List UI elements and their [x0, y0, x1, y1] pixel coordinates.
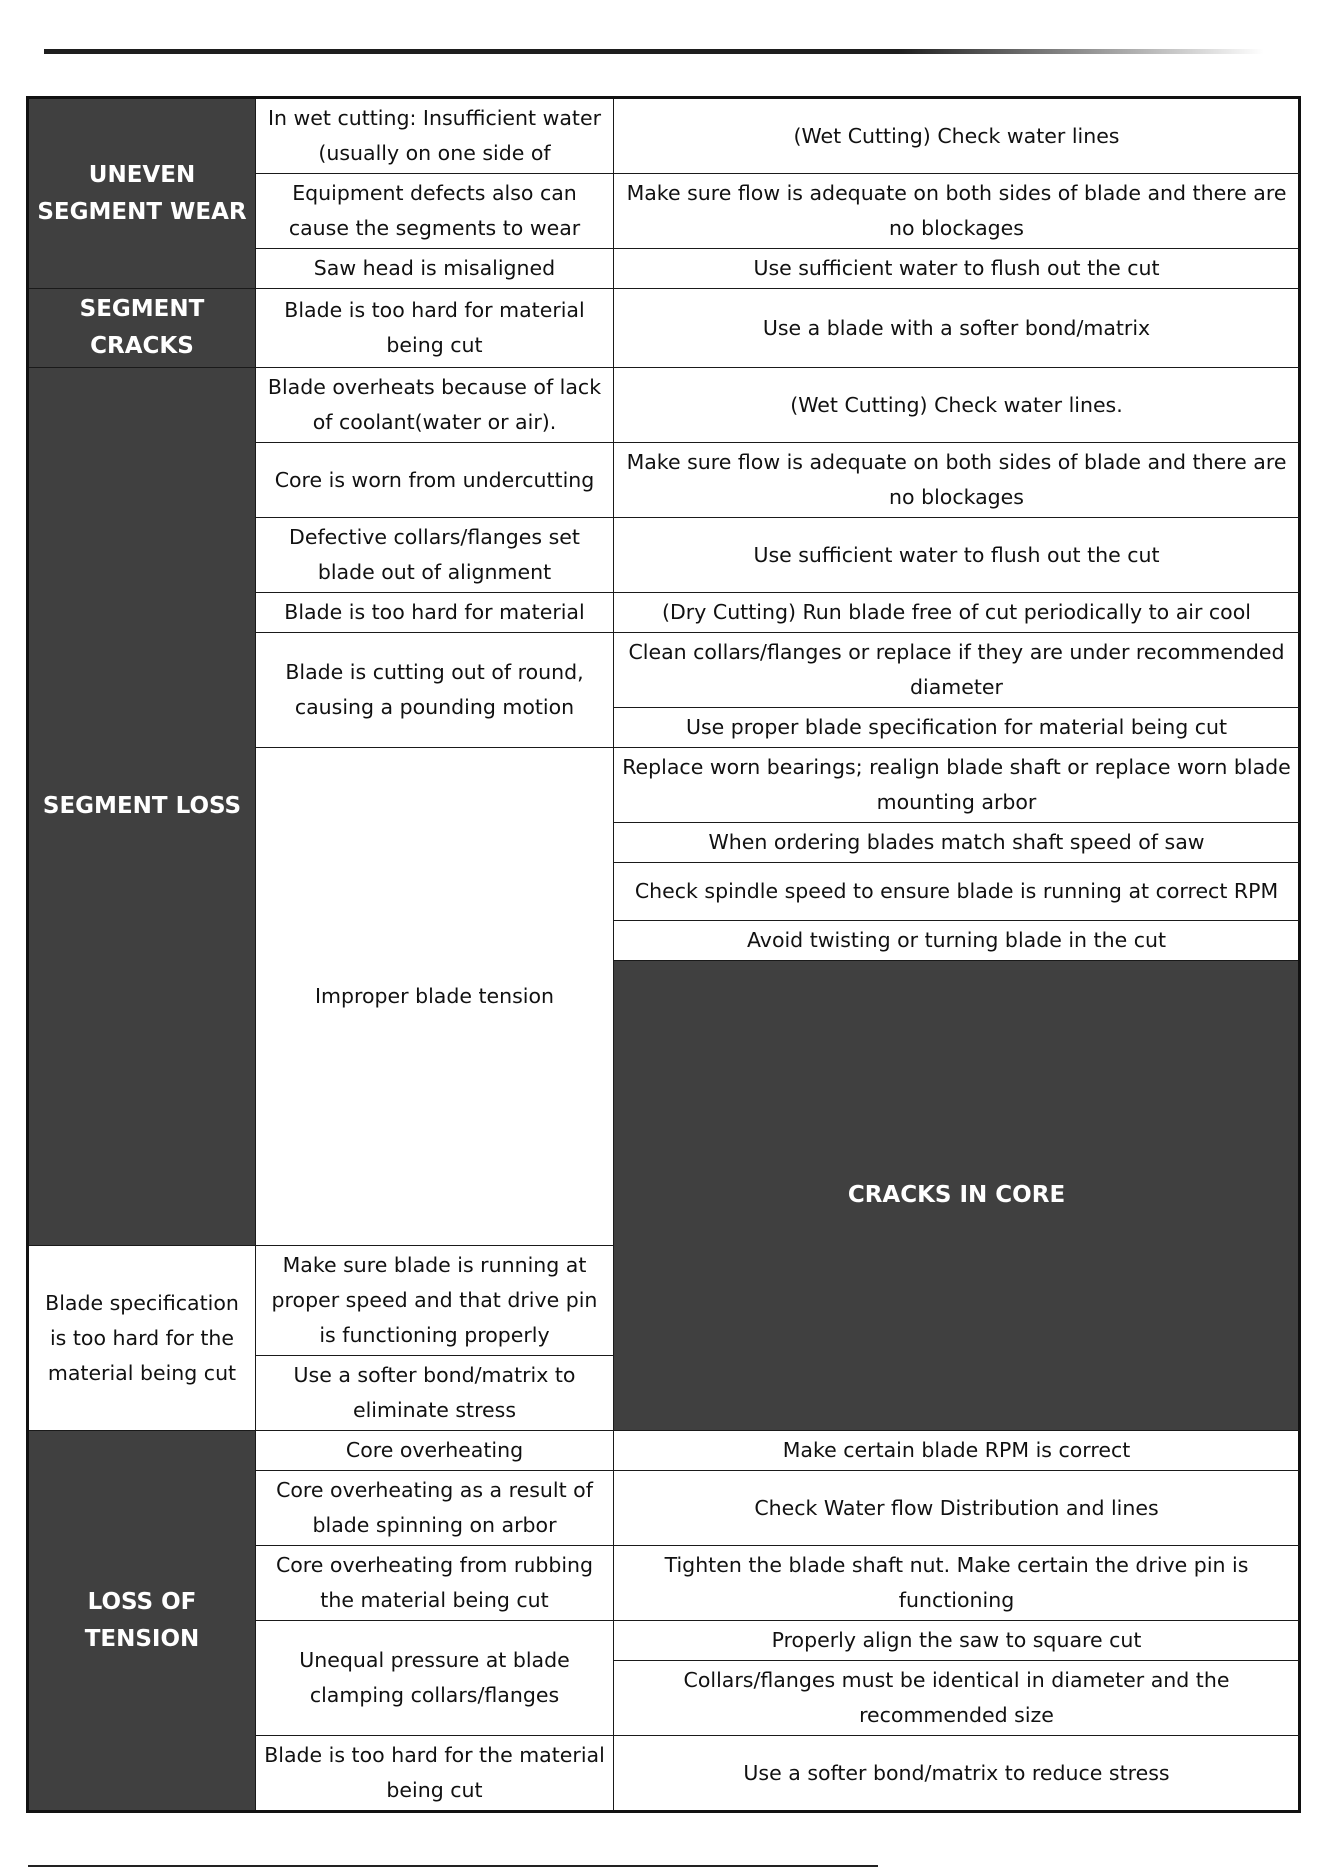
cause-cell: Core overheating from rubbing the material being cut — [256, 1546, 614, 1621]
solution-cell: Make sure blade is running at proper speed and that drive pin is functioning properly — [256, 1246, 614, 1356]
footer-rule — [28, 1865, 878, 1867]
solution-cell: Use a softer bond/matrix to eliminate stress — [256, 1356, 614, 1431]
table-row — [28, 98, 1300, 174]
category-cell: CRACKS IN CORE — [614, 961, 1300, 1431]
solution-cell: Replace worn bearings; realign blade shaft or replace worn blade mounting arbor — [614, 748, 1300, 823]
cause-cell: Blade is too hard for material being cut — [256, 289, 614, 368]
solution-cell: Tighten the blade shaft nut. Make certain the drive pin is functioning — [614, 1546, 1300, 1621]
cause-cell: Blade is too hard for material — [256, 593, 614, 633]
solution-cell: Use sufficient water to flush out the cut — [614, 518, 1300, 593]
solution-cell: Make sure flow is adequate on both sides of blade and there are no blockages — [614, 174, 1300, 249]
table-row — [28, 1431, 1300, 1471]
solution-cell: Avoid twisting or turning blade in the cut — [614, 921, 1300, 961]
header-rule — [44, 49, 1264, 54]
cause-cell: Defective collars/flanges set blade out of alignment — [256, 518, 614, 593]
solution-cell: Check spindle speed to ensure blade is running at correct RPM — [614, 863, 1300, 921]
solution-cell: Clean collars/flanges or replace if they are under recommended diameter — [614, 633, 1300, 708]
cause-cell: Saw head is misaligned — [256, 249, 614, 289]
solution-cell: Use sufficient water to flush out the cut — [614, 249, 1300, 289]
solution-cell: Use a blade with a softer bond/matrix — [614, 289, 1300, 368]
solution-cell: (Wet Cutting) Check water lines. — [614, 368, 1300, 443]
solution-cell: (Wet Cutting) Check water lines — [614, 98, 1300, 174]
solution-cell: Collars/flanges must be identical in diameter and the recommended size — [614, 1661, 1300, 1736]
solution-cell: Use a softer bond/matrix to reduce stress — [614, 1736, 1300, 1812]
solution-cell: When ordering blades match shaft speed of saw — [614, 823, 1300, 863]
solution-cell: Make sure flow is adequate on both sides of blade and there are no blockages — [614, 443, 1300, 518]
troubleshooting-table-body — [28, 98, 1300, 1812]
category-cell: UNEVEN SEGMENT WEAR — [28, 98, 256, 289]
cause-cell: Improper blade tension — [256, 748, 614, 1246]
category-cell: SEGMENT LOSS — [28, 368, 256, 1246]
cause-cell: Blade is too hard for the material being cut — [256, 1736, 614, 1812]
solution-cell: (Dry Cutting) Run blade free of cut periodically to air cool — [614, 593, 1300, 633]
cause-cell: Core is worn from undercutting — [256, 443, 614, 518]
cause-cell: In wet cutting: Insufficient water (usually on one side of — [256, 98, 614, 174]
solution-cell: Properly align the saw to square cut — [614, 1621, 1300, 1661]
cause-cell: Equipment defects also can cause the segments to wear — [256, 174, 614, 249]
troubleshooting-table — [26, 96, 1301, 1813]
solution-cell: Make certain blade RPM is correct — [614, 1431, 1300, 1471]
cause-cell: Blade is cutting out of round, causing a pounding motion — [256, 633, 614, 748]
table-row — [28, 289, 1300, 368]
cause-cell: Blade overheats because of lack of coolant(water or air). — [256, 368, 614, 443]
cause-cell: Unequal pressure at blade clamping collars/flanges — [256, 1621, 614, 1736]
table-row — [28, 368, 1300, 443]
cause-cell: Blade specification is too hard for the material being cut — [28, 1246, 256, 1431]
cause-cell: Core overheating — [256, 1431, 614, 1471]
category-cell: SEGMENT CRACKS — [28, 289, 256, 368]
solution-cell: Use proper blade specification for material being cut — [614, 708, 1300, 748]
solution-cell: Check Water flow Distribution and lines — [614, 1471, 1300, 1546]
category-cell: LOSS OF TENSION — [28, 1431, 256, 1812]
footer-mark — [940, 1860, 958, 1866]
cause-cell: Core overheating as a result of blade spinning on arbor — [256, 1471, 614, 1546]
